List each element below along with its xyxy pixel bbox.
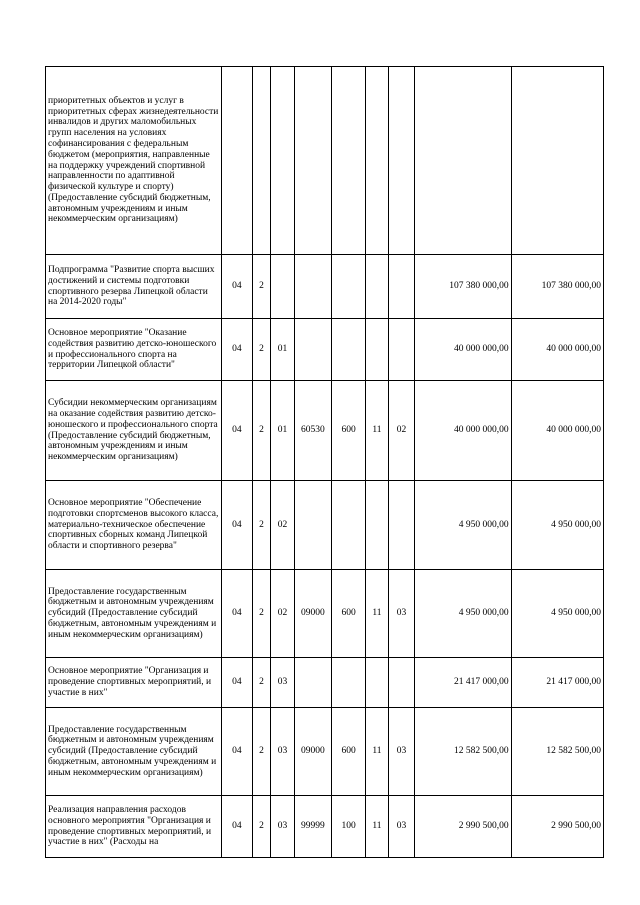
table-body: [46, 67, 604, 858]
code-ministry: 04: [222, 796, 252, 858]
row-name: Предоставление государственным бюджетным и автономным учреждениям субсидий (Предоставление субсидий бюджетным, автономным учреждениям и иным некоммерческим организациям): [46, 570, 222, 658]
row-name: Предоставление государственным бюджетным и автономным учреждениям субсидий (Предоставление субсидий бюджетным, автономным учреждениям и иным некоммерческим организациям): [46, 708, 222, 796]
code-direction: 60530: [294, 381, 332, 481]
code-activity: 02: [271, 481, 294, 570]
table-row: [46, 481, 604, 570]
code-section: 11: [365, 796, 388, 858]
amount-2: 107 380 000,00: [511, 255, 603, 319]
code-direction: [294, 658, 332, 708]
code-activity: 01: [271, 319, 294, 381]
code-subsection: 03: [388, 570, 414, 658]
code-subsection: 02: [388, 381, 414, 481]
code-subprogram: 2: [252, 708, 271, 796]
code-section: [365, 67, 388, 255]
code-expense-type: [332, 658, 366, 708]
table-row: [46, 796, 604, 858]
code-activity: 03: [271, 796, 294, 858]
code-subsection: [388, 255, 414, 319]
code-subprogram: [252, 67, 271, 255]
table-row: [46, 67, 604, 255]
code-subsection: [388, 319, 414, 381]
amount-1: 12 582 500,00: [415, 708, 511, 796]
code-expense-type: 100: [332, 796, 366, 858]
code-ministry: 04: [222, 381, 252, 481]
amount-2: 21 417 000,00: [511, 658, 603, 708]
table-row: [46, 708, 604, 796]
code-section: [365, 255, 388, 319]
code-activity: [271, 255, 294, 319]
amount-1: 21 417 000,00: [415, 658, 511, 708]
code-expense-type: [332, 319, 366, 381]
code-direction: [294, 319, 332, 381]
amount-2: 40 000 000,00: [511, 381, 603, 481]
amount-2: 2 990 500,00: [511, 796, 603, 858]
row-name: Основное мероприятие "Оказание содействия развитию детско-юношеского и профессионального спорта на территории Липецкой области": [46, 319, 222, 381]
code-activity: 01: [271, 381, 294, 481]
code-section: [365, 658, 388, 708]
row-name: Основное мероприятие "Обеспечение подготовки спортсменов высокого класса, материально-техническое обеспечение спортивных сборных команд Липецкой области и спортивного резерва": [46, 481, 222, 570]
code-section: [365, 481, 388, 570]
code-direction: 09000: [294, 570, 332, 658]
table-row: [46, 319, 604, 381]
code-expense-type: [332, 255, 366, 319]
table-row: [46, 255, 604, 319]
code-subprogram: 2: [252, 255, 271, 319]
code-subprogram: 2: [252, 658, 271, 708]
code-direction: [294, 481, 332, 570]
code-subsection: 03: [388, 796, 414, 858]
code-section: 11: [365, 708, 388, 796]
code-subsection: [388, 67, 414, 255]
code-expense-type: [332, 67, 366, 255]
amount-1: 4 950 000,00: [415, 481, 511, 570]
code-activity: [271, 67, 294, 255]
row-name: Реализация направления расходов основного мероприятия "Организация и проведение спортивных мероприятий, и участие в них" (Расходы на: [46, 796, 222, 858]
amount-2: 4 950 000,00: [511, 570, 603, 658]
amount-2: 12 582 500,00: [511, 708, 603, 796]
amount-2: 40 000 000,00: [511, 319, 603, 381]
code-subprogram: 2: [252, 796, 271, 858]
amount-1: 40 000 000,00: [415, 319, 511, 381]
table-row: [46, 570, 604, 658]
code-section: [365, 319, 388, 381]
code-activity: 03: [271, 708, 294, 796]
code-subsection: [388, 481, 414, 570]
code-subsection: 03: [388, 708, 414, 796]
code-subprogram: 2: [252, 319, 271, 381]
code-subprogram: 2: [252, 481, 271, 570]
code-subsection: [388, 658, 414, 708]
code-expense-type: 600: [332, 381, 366, 481]
code-ministry: 04: [222, 708, 252, 796]
amount-2: [511, 67, 603, 255]
code-ministry: 04: [222, 481, 252, 570]
code-ministry: 04: [222, 255, 252, 319]
row-name: Субсидии некоммерческим организациям на оказание содействия развитию детско-юношеского и профессионального спорта (Предоставление субсидий бюджетным, автономным учреждениям и иным некоммерческим организациям): [46, 381, 222, 481]
code-section: 11: [365, 570, 388, 658]
amount-1: 40 000 000,00: [415, 381, 511, 481]
code-direction: [294, 67, 332, 255]
code-activity: 02: [271, 570, 294, 658]
amount-1: 2 990 500,00: [415, 796, 511, 858]
row-name: Основное мероприятие "Организация и проведение спортивных мероприятий, и участие в них": [46, 658, 222, 708]
code-ministry: 04: [222, 570, 252, 658]
budget-table: [45, 66, 604, 858]
amount-1: 4 950 000,00: [415, 570, 511, 658]
amount-1: 107 380 000,00: [415, 255, 511, 319]
amount-2: 4 950 000,00: [511, 481, 603, 570]
code-subprogram: 2: [252, 381, 271, 481]
code-section: 11: [365, 381, 388, 481]
code-expense-type: [332, 481, 366, 570]
code-expense-type: 600: [332, 708, 366, 796]
code-direction: 09000: [294, 708, 332, 796]
table-row: [46, 658, 604, 708]
amount-1: [415, 67, 511, 255]
code-ministry: 04: [222, 319, 252, 381]
code-subprogram: 2: [252, 570, 271, 658]
code-direction: 99999: [294, 796, 332, 858]
row-name: Подпрограмма "Развитие спорта высших достижений и системы подготовки спортивного резерва Липецкой области на 2014-2020 годы": [46, 255, 222, 319]
code-expense-type: 600: [332, 570, 366, 658]
row-name: приоритетных объектов и услуг в приоритетных сферах жизнедеятельности инвалидов и других маломобильных групп населения на условиях софинансирования с федеральным бюджетом (мероприятия, направленные на поддержку учреждений спортивной направленности по адаптивной физической культуре и спорту) (Предоставление субсидий бюджетным, автономным учреждениям и иным некоммерческим организациям): [46, 67, 222, 255]
code-ministry: [222, 67, 252, 255]
table-row: [46, 381, 604, 481]
code-ministry: 04: [222, 658, 252, 708]
code-activity: 03: [271, 658, 294, 708]
code-direction: [294, 255, 332, 319]
